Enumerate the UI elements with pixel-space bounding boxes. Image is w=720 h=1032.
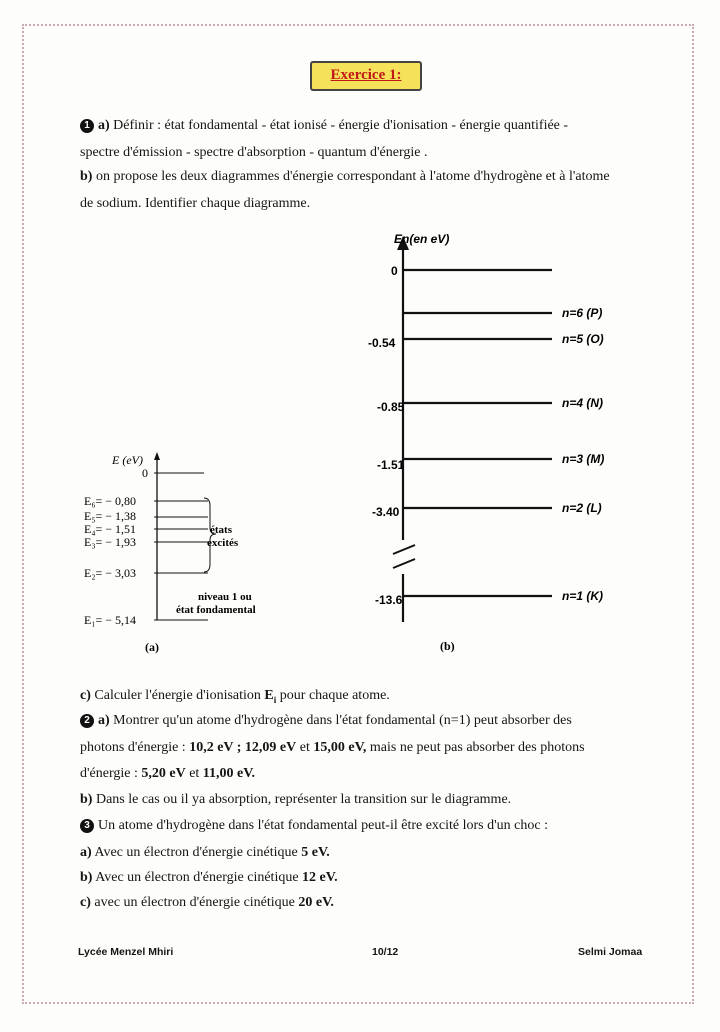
diagram-a-label-E6: E₆= − 0,80: [84, 494, 137, 508]
exercise-title: Exercice 1:: [310, 61, 422, 91]
q2-a2-value3: 15,00 eV,: [313, 740, 367, 755]
diagram-a-excited-1: états: [210, 524, 232, 536]
q2-a-label: a): [98, 713, 110, 728]
diagram-a-arrow: [154, 452, 160, 460]
q2-a3-pre: d'énergie :: [80, 766, 142, 781]
diagram-b-value-085: -0.85: [377, 400, 405, 414]
q3-number-badge: 3: [80, 819, 94, 833]
diagram-a-label-E1: E₁= − 5,14: [84, 613, 137, 627]
q3-a-value: 5 eV.: [301, 845, 330, 860]
q2-a2-post: mais ne peut pas absorber des photons: [366, 740, 585, 755]
diagram-a-caption: (a): [145, 640, 159, 654]
diagram-a-label-E5: E₅= − 1,38: [84, 509, 137, 523]
q2-a3-mid: et: [185, 766, 203, 781]
q3-c-label: c): [80, 895, 91, 910]
footer-author: Selmi Jomaa: [578, 946, 643, 958]
q1-b-label: b): [80, 169, 93, 184]
q1-c-label: c): [80, 688, 91, 703]
diagram-b-value-136: -13.6: [375, 593, 403, 607]
q1-b-line: [80, 169, 610, 185]
q2-a3-value2: 11,00 eV.: [202, 766, 256, 781]
diagram-b-break-2: [393, 559, 415, 568]
q2-number-badge: 2: [80, 714, 94, 728]
q1-number-badge: 1: [80, 119, 94, 133]
q2-a-line3: [80, 766, 255, 782]
diagram-b-value-340: -3.40: [372, 505, 400, 519]
diagram-b-label-n2: n=2 (L): [562, 501, 602, 515]
q2-b-line: [80, 792, 511, 808]
q1-c-text-end: pour chaque atome.: [276, 688, 390, 703]
q1-b-text: on propose les deux diagrammes d'énergie correspondant à l'atome d'hydrogène et à l'atome: [95, 169, 610, 184]
q1-c-line: [80, 688, 390, 705]
q3-text: Un atome d'hydrogène dans l'état fondamental peut-il être excité lors d'un choc :: [98, 818, 548, 833]
q1-a-line2: spectre d'émission - spectre d'absorption - quantum d'énergie .: [80, 145, 428, 160]
footer-school: Lycée Menzel Mhiri: [78, 946, 174, 958]
q2-a-line: [80, 713, 572, 729]
q1-b-line2: de sodium. Identifier chaque diagramme.: [80, 196, 311, 211]
diagram-b-caption: (b): [440, 639, 455, 653]
diagram-b-value-0: 0: [391, 264, 398, 278]
diagram-a-ground-2: état fondamental: [176, 604, 256, 616]
q1-c-text: Calculer l'énergie d'ionisation: [94, 688, 265, 703]
diagram-a-excited-2: excités: [207, 537, 239, 549]
diagram-b-label-n4: n=4 (N): [562, 396, 604, 410]
q1-c-symbol: E: [264, 688, 274, 703]
q2-a2-mid: et: [296, 740, 314, 755]
diagram-b-label-n3: n=3 (M): [562, 452, 605, 466]
diagram-a-axis-label: E (eV): [112, 453, 143, 467]
q3-b-label: b): [80, 870, 93, 885]
q2-b-text: Dans le cas ou il ya absorption, représenter la transition sur le diagramme.: [95, 792, 512, 807]
q1-a-label: a): [98, 118, 110, 133]
q2-a2-values: 10,2 eV ; 12,09 eV: [189, 740, 297, 755]
q3-a-label: a): [80, 845, 92, 860]
q3-a-text: Avec un électron d'énergie cinétique: [94, 845, 302, 860]
diagram-a-ground-1: niveau 1 ou: [198, 591, 252, 603]
q1-a-text: Définir : état fondamental - état ionisé - énergie d'ionisation - énergie quantifiée -: [113, 118, 569, 133]
diagram-a-label-E2: E₂= − 3,03: [84, 566, 137, 580]
q1-c-subscript: i: [273, 694, 277, 705]
q3-b-text: Avec un électron d'énergie cinétique: [95, 870, 303, 885]
diagram-b: [360, 222, 640, 662]
diagram-b-label-n6: n=6 (P): [562, 306, 603, 320]
q3-a-line: [80, 845, 330, 861]
q2-a2-pre: photons d'énergie :: [80, 740, 190, 755]
q2-a3-value1: 5,20 eV: [141, 766, 186, 781]
diagram-a: [70, 440, 310, 670]
diagram-b-value-151: -1.51: [377, 458, 405, 472]
q1-a-line: [80, 118, 568, 134]
q3-c-line: [80, 895, 334, 911]
q3-b-value: 12 eV.: [302, 870, 338, 885]
q2-a-text: Montrer qu'un atome d'hydrogène dans l'état fondamental (n=1) peut absorber des: [113, 713, 572, 728]
q3-c-text: avec un électron d'énergie cinétique: [94, 895, 299, 910]
diagram-a-label-E3: E₃= − 1,93: [84, 535, 137, 549]
diagram-b-value-054: -0.54: [368, 336, 396, 350]
q3-c-value: 20 eV.: [298, 895, 334, 910]
diagram-b-label-n1: n=1 (K): [562, 589, 604, 603]
footer-page-number: 10/12: [372, 946, 399, 958]
q3-b-line: [80, 870, 338, 886]
diagram-a-label-E4: E₄= − 1,51: [84, 522, 137, 536]
diagram-a-zero: 0: [142, 466, 148, 480]
diagram-b-axis-label: En(en eV): [394, 232, 450, 246]
q2-b-label: b): [80, 792, 93, 807]
q2-a-line2: [80, 740, 585, 756]
q3-line: [80, 818, 548, 834]
diagram-b-break-1: [393, 545, 415, 554]
diagram-b-label-n5: n=5 (O): [562, 332, 604, 346]
